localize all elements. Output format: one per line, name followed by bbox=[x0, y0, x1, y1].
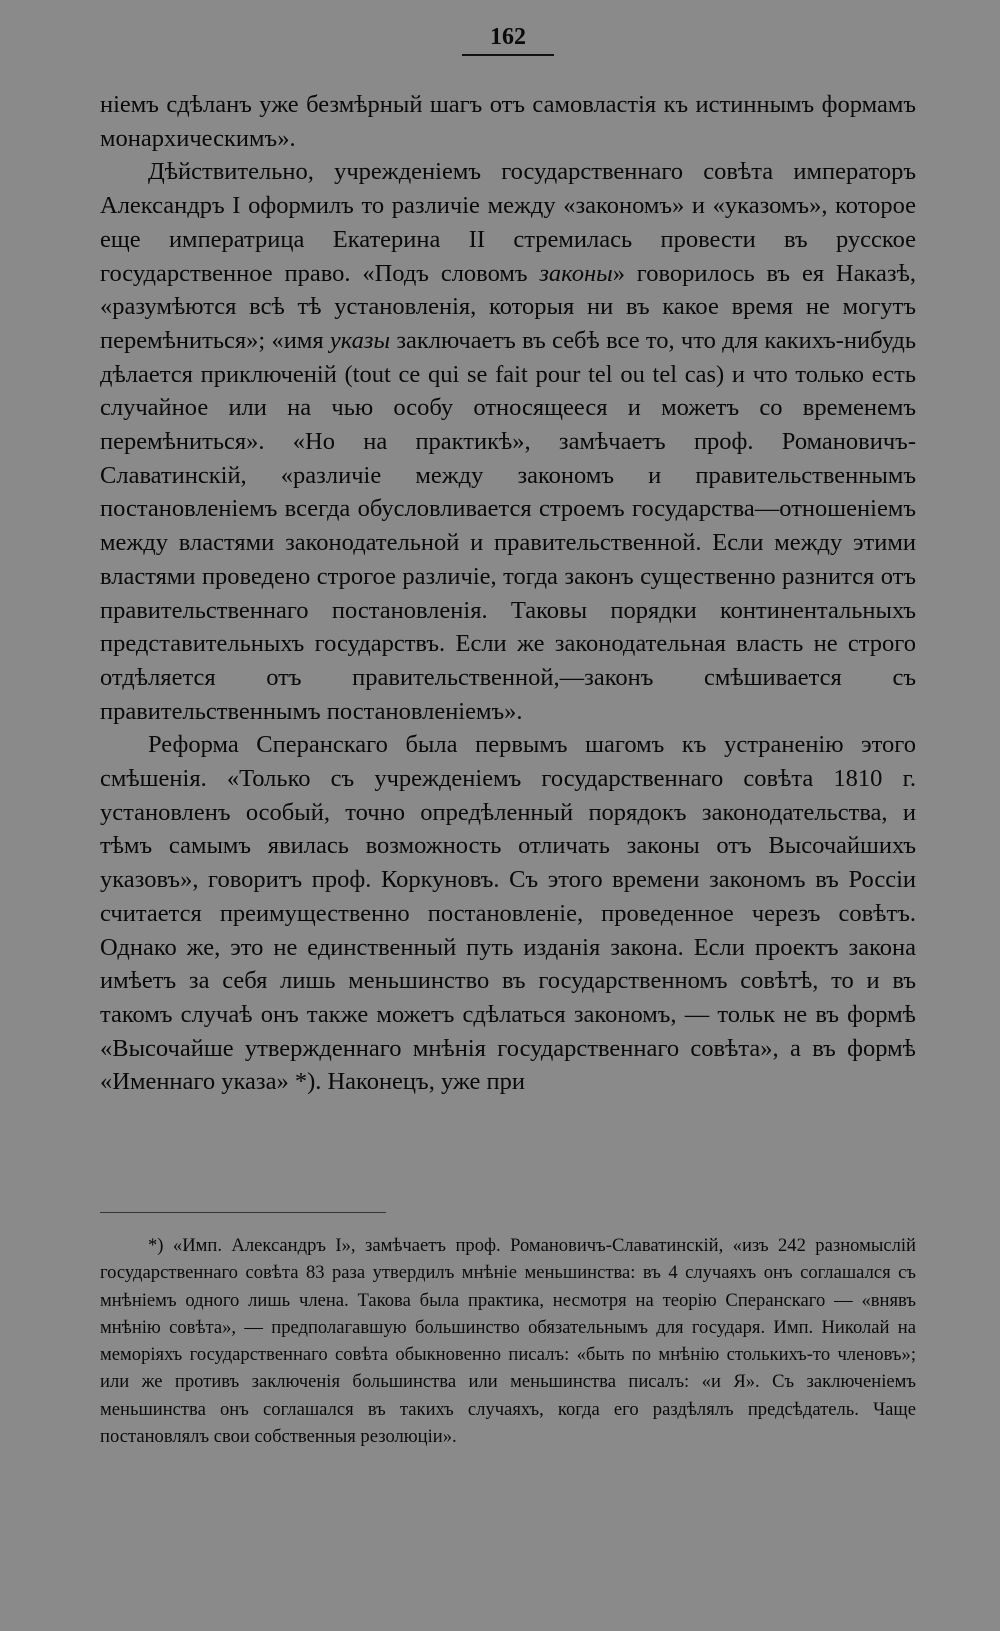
header-rule bbox=[462, 54, 554, 56]
page-number: 162 bbox=[490, 24, 526, 50]
paragraph-continuation: ніемъ сдѣланъ уже безмѣрный шагъ отъ самовластія къ истиннымъ формамъ монархическимъ». bbox=[100, 91, 916, 152]
emphasized-word: указы bbox=[329, 326, 391, 354]
paragraph-speransky-reform: Реформа Сперанскаго была первымъ шагомъ къ устраненію этого смѣшенія. «Только съ учрежденіемъ государственнаго совѣта 1810 г. установленъ особый, точно опредѣленный порядокъ законодательства, и тѣмъ самымъ явилась возможность отличать законы отъ Высочайшихъ указовъ», говоритъ проф. Коркуновъ. Съ этого времени закономъ въ Россіи считается преимущественно постановленіе, проведенное черезъ совѣтъ. Однако же, это не единственный путь изданія закона. Если проектъ закона имѣетъ за себя лишь меньшинство въ государственномъ совѣтѣ, то и въ такомъ случаѣ онъ также можетъ сдѣлаться закономъ, — тольк не въ формѣ «Высочайше утвержденнаго мнѣнія государственнаго совѣта», а въ формѣ «Именнаго указа» *). Наконецъ, уже при bbox=[100, 731, 916, 1096]
footnote-rule bbox=[100, 1212, 386, 1213]
paragraph-law-and-decree bbox=[100, 155, 916, 728]
paragraph-text: Дѣйствительно, учрежденіемъ государственнаго совѣта императоръ Александръ I оформилъ то различіе между «закономъ» и «указомъ», которое еще императрица Екатерина II стремилась провести въ русское государственное право. «Подъ словомъ bbox=[100, 158, 916, 287]
footnote bbox=[100, 1232, 916, 1450]
footnote-text: *) «Имп. Александръ I», замѣчаетъ проф. Романовичъ-Славатинскій, «изъ 242 разномыслій государственнаго совѣта 83 раза утвердилъ мнѣніе меньшинства: въ 4 случаяхъ онъ соглашался съ мнѣніемъ одного лишь члена. Такова была практика, несмотря на теорію Сперанскаго — «внявъ мнѣнію совѣта», — предполагавшую большинство обязательнымъ для государя. Имп. Николай на меморіяхъ государственнаго совѣта обыкновенно писалъ: «быть по мнѣнію столькихъ-то членовъ»; или же противъ заключенія большинства или меньшинства писалъ: «и Я». Съ заключеніемъ меньшинства онъ соглашался въ такихъ случаяхъ, когда его раздѣлялъ предсѣдатель. Чаще постановлялъ свои собственныя резолюціи». bbox=[100, 1235, 916, 1448]
paragraph-text: заключаетъ въ себѣ все то, что для какихъ-нибудь дѣлается приключеній (tout ce qui se fait pour tel ou tel cas) и что только есть случайное или на чью особу относящееся и можетъ со временемъ перемѣниться». «Но на практикѣ», замѣчаетъ проф. Романовичъ-Славатинскій, «различіе между закономъ и правительственнымъ постановленіемъ всегда обусловливается строемъ государства—отношеніемъ между властями законодательной и правительственной. Если между этими властями проведено строгое различіе, тогда законъ существенно разнится отъ правительственнаго постановленія. Таковы порядки континентальныхъ представительныхъ государствъ. Если же законодательная власть не строго отдѣляется отъ правительственной,—законъ смѣшивается съ правительственнымъ постановленіемъ». bbox=[100, 326, 917, 725]
main-text bbox=[100, 88, 916, 1099]
emphasized-word: законы bbox=[539, 259, 613, 287]
paragraph-text: » говорилось въ ея Наказѣ, «разумѣются всѣ тѣ установленія, которыя ни въ какое время не могутъ перемѣниться»; «имя bbox=[100, 259, 917, 354]
